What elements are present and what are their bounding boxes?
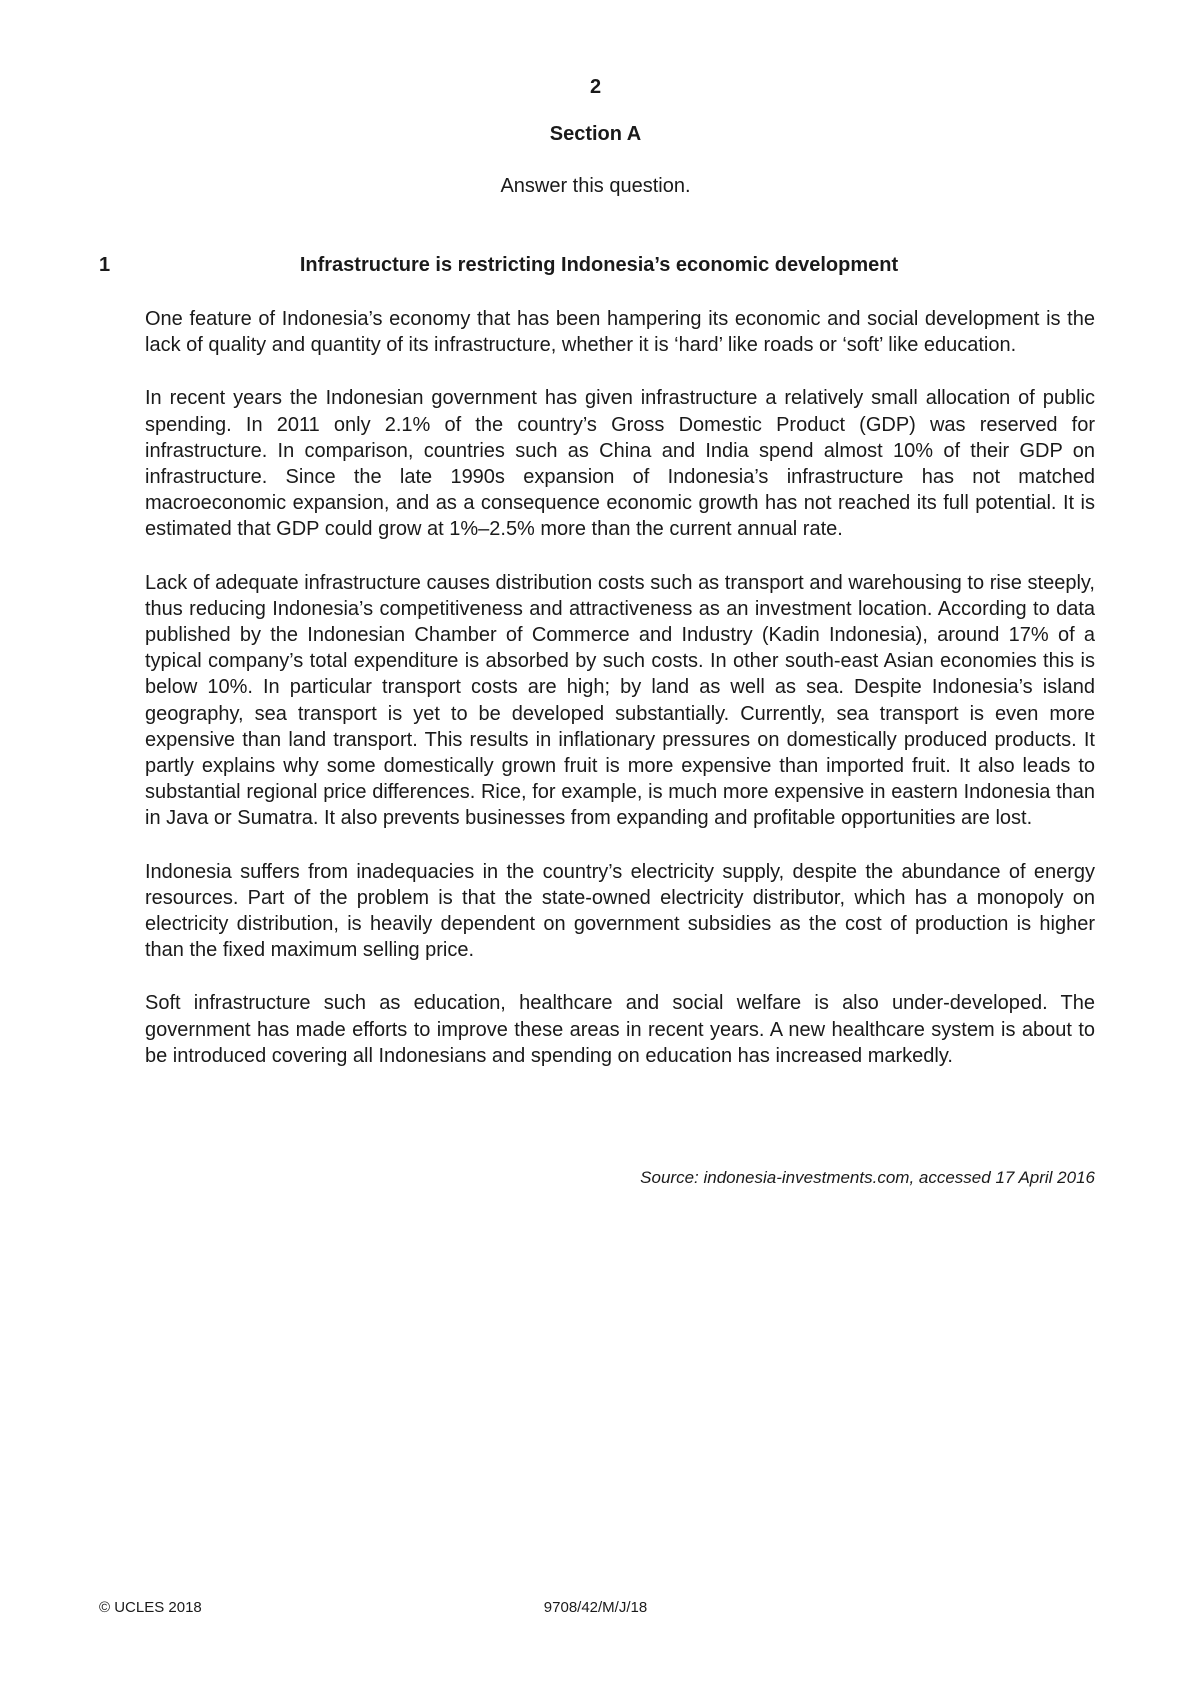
paragraph-4: Indonesia suffers from inadequacies in the country’s electricity supply, despite the abundance of energy resources. Part of the problem is that the state-owned electricity distributor, which has a monopoly on electricity distribution, is heavily dependent on government subsidies as the cost of production is higher than the fixed maximum selling price. xyxy=(145,860,1095,962)
paper-code: 9708/42/M/J/18 xyxy=(543,1599,648,1616)
paragraph-1: One feature of Indonesia’s economy that has been hampering its economic and social development is the lack of quality and quantity of its infrastructure, whether it is ‘hard’ like roads or ‘soft’ like education. xyxy=(145,308,1095,357)
question-number: 1 xyxy=(99,254,111,276)
instruction-text: Answer this question. xyxy=(500,175,691,197)
paragraph-2: In recent years the Indonesian government has given infrastructure a relatively small allocation of public spending. In 2011 only 2.1% of the country’s Gross Domestic Product (GDP) was reserved for infrastructure. In comparison, countries such as China and India spend almost 10% of their GDP on infrastructure. Since the late 1990s expansion of Indonesia’s infrastructure has not matched macroeconomic expansion, and as a consequence economic growth has not reached its full potential. It is estimated that GDP could grow at 1%–2.5% more than the current annual rate. xyxy=(145,387,1095,541)
copyright-notice: © UCLES 2018 xyxy=(99,1599,202,1616)
section-title: Section A xyxy=(549,123,642,145)
page-number: 2 xyxy=(589,76,602,98)
question-title: Infrastructure is restricting Indonesia’s economic development xyxy=(299,254,899,276)
source-citation: Source: indonesia-investments.com, accessed 17 April 2016 xyxy=(640,1168,1095,1187)
paragraph-5: Soft infrastructure such as education, healthcare and social welfare is also under-developed. The government has made efforts to improve these areas in recent years. A new healthcare system is about to be introduced covering all Indonesians and spending on education has increased markedly. xyxy=(145,992,1095,1067)
article-body xyxy=(145,306,1095,1096)
paragraph-3: Lack of adequate infrastructure causes distribution costs such as transport and warehousing to rise steeply, thus reducing Indonesia’s competitiveness and attractiveness as an investment location. According to data published by the Indonesian Chamber of Commerce and Industry (Kadin Indonesia), around 17% of a typical company’s total expenditure is absorbed by such costs. In other south-east Asian economies this is below 10%. In particular transport costs are high; by land as well as sea. Despite Indonesia’s island geography, sea transport is yet to be developed substantially. Currently, sea transport is even more expensive than land transport. This results in inflationary pressures on domestically produced products. It partly explains why some domestically grown fruit is more expensive than imported fruit. It also leads to substantial regional price differences. Rice, for example, is much more expensive in eastern Indonesia than in Java or Sumatra. It also prevents businesses from expanding and profitable opportunities are lost. xyxy=(145,571,1095,830)
